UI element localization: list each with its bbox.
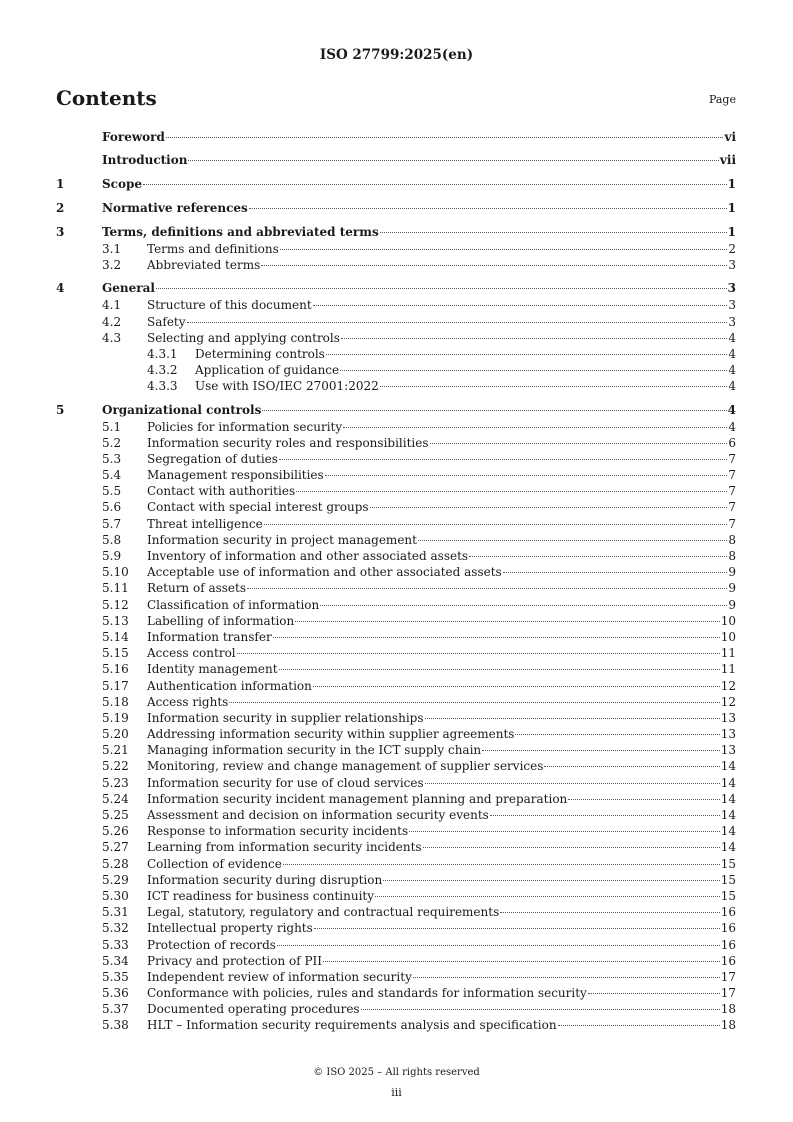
toc-entry-page: 6 bbox=[728, 435, 736, 450]
toc-entry-page: 4 bbox=[727, 402, 736, 417]
toc-entry-number: 5.25 bbox=[102, 808, 129, 822]
toc-dot-leader bbox=[283, 864, 720, 865]
toc-entry-number: 5.28 bbox=[102, 856, 129, 871]
toc-entry-page: 13 bbox=[720, 743, 736, 758]
toc-entry-number: 5.24 bbox=[102, 791, 129, 806]
toc-dot-leader bbox=[280, 249, 728, 250]
toc-entry[interactable] bbox=[56, 435, 736, 451]
toc-entry-title: Legal, statutory, regulatory and contractual requirements bbox=[147, 905, 500, 920]
toc-entry-title: HLT – Information security requirements analysis and specification bbox=[147, 1018, 557, 1033]
toc-entry-title: Foreword bbox=[102, 130, 165, 144]
toc-entry-title: Determining controls bbox=[195, 346, 325, 361]
toc-dot-leader bbox=[229, 702, 719, 703]
document-id-header: ISO 27799:2025(en) bbox=[319, 47, 474, 63]
toc-entry-title: Contact with authorities bbox=[147, 484, 296, 499]
toc-entry[interactable] bbox=[56, 129, 736, 146]
toc-entry-number: 5.15 bbox=[102, 646, 129, 661]
page-number: iii bbox=[391, 1086, 402, 1099]
toc-dot-leader bbox=[558, 1025, 720, 1026]
toc-entry-title: Managing information security in the ICT supply chain bbox=[147, 743, 482, 758]
page-column-label: Page bbox=[708, 93, 736, 106]
toc-entry-title: General bbox=[102, 281, 155, 296]
toc-entry-number: 5.26 bbox=[102, 824, 129, 839]
toc-entry-number: 5.5 bbox=[102, 484, 122, 499]
toc-entry-number: 5.6 bbox=[102, 500, 122, 515]
toc-entry-title: Authentication information bbox=[147, 678, 312, 693]
toc-entry[interactable] bbox=[56, 314, 736, 330]
toc-entry-page: 9 bbox=[728, 581, 736, 596]
toc-dot-leader bbox=[264, 524, 728, 525]
toc-entry-title: Organizational controls bbox=[102, 402, 262, 417]
toc-dot-leader bbox=[423, 847, 720, 848]
toc-entry[interactable] bbox=[56, 467, 736, 483]
toc-entry-number: 4.3.2 bbox=[147, 363, 178, 378]
toc-entry-title: Information security for use of cloud services bbox=[147, 775, 424, 790]
toc-entry-number: 4.3.1 bbox=[147, 346, 178, 361]
toc-dot-leader bbox=[490, 815, 720, 816]
toc-entry-page: 7 bbox=[728, 516, 736, 531]
toc-entry-title: Privacy and protection of PII bbox=[147, 953, 323, 968]
toc-entry-page: 2 bbox=[728, 242, 736, 256]
toc-entry-number: 5.23 bbox=[102, 775, 129, 790]
toc-entry-number: 5.16 bbox=[102, 662, 129, 677]
toc-entry-number: 3 bbox=[56, 225, 65, 239]
toc-entry-number: 5.14 bbox=[102, 629, 129, 644]
toc-dot-leader bbox=[295, 621, 719, 622]
toc-entry-title: Management responsibilities bbox=[147, 468, 324, 483]
toc-entry[interactable] bbox=[56, 297, 736, 313]
toc-entry[interactable] bbox=[56, 742, 736, 758]
toc-entry-number: 5.17 bbox=[102, 678, 129, 693]
toc-dot-leader bbox=[383, 880, 720, 881]
toc-dot-leader bbox=[247, 588, 727, 589]
toc-entry[interactable] bbox=[56, 645, 736, 661]
toc-entry[interactable] bbox=[56, 839, 736, 855]
toc-entry[interactable] bbox=[56, 872, 736, 888]
toc-entry-page: 1 bbox=[727, 225, 736, 239]
toc-entry[interactable] bbox=[56, 937, 736, 953]
copyright-footer: © ISO 2025 – All rights reserved bbox=[313, 1067, 480, 1078]
toc-entry-page: 4 bbox=[728, 379, 736, 394]
toc-entry[interactable] bbox=[56, 904, 736, 920]
toc-entry-page: 9 bbox=[728, 565, 736, 580]
toc-dot-leader bbox=[503, 572, 728, 573]
toc-entry[interactable] bbox=[56, 176, 736, 193]
toc-entry-title: Information security roles and responsibilities bbox=[147, 435, 429, 450]
toc-entry-title: Collection of evidence bbox=[147, 856, 282, 871]
toc-entry-page: 9 bbox=[728, 597, 736, 612]
toc-dot-leader bbox=[425, 718, 720, 719]
toc-entry-page: 7 bbox=[728, 484, 736, 499]
toc-entry-number: 4 bbox=[56, 281, 65, 296]
toc-dot-leader bbox=[425, 783, 720, 784]
toc-entry[interactable] bbox=[56, 726, 736, 742]
toc-entry-number: 4.2 bbox=[102, 314, 122, 329]
toc-entry-number: 5.12 bbox=[102, 597, 129, 612]
toc-entry-title: Assessment and decision on information security events bbox=[147, 808, 489, 822]
toc-entry[interactable] bbox=[56, 775, 736, 791]
toc-entry[interactable] bbox=[56, 580, 736, 596]
toc-entry[interactable] bbox=[56, 532, 736, 548]
toc-entry-page: 14 bbox=[720, 759, 736, 774]
toc-entry-title: Response to information security incidents bbox=[147, 824, 409, 839]
toc-entry-title: Access rights bbox=[147, 694, 229, 709]
toc-entry[interactable] bbox=[56, 241, 736, 257]
toc-dot-leader bbox=[187, 322, 728, 323]
toc-entry-number: 5.22 bbox=[102, 759, 129, 774]
toc-entry-title: Monitoring, review and change management of supplier services bbox=[147, 759, 544, 774]
toc-entry-page: 18 bbox=[720, 1018, 736, 1033]
toc-entry-title: Threat intelligence bbox=[147, 516, 263, 531]
toc-entry-page: 3 bbox=[728, 298, 736, 313]
toc-entry-number: 5.21 bbox=[102, 743, 129, 758]
toc-entry[interactable] bbox=[56, 280, 736, 297]
toc-entry-title: ICT readiness for business continuity bbox=[147, 888, 375, 903]
toc-entry-page: 3 bbox=[727, 281, 736, 296]
toc-entry-page: 13 bbox=[720, 727, 736, 742]
toc-entry[interactable] bbox=[56, 661, 736, 677]
toc-entry-title: Learning from information security incidents bbox=[147, 840, 422, 855]
toc-entry-page: 12 bbox=[720, 694, 736, 709]
toc-entry[interactable] bbox=[56, 516, 736, 532]
toc-dot-leader bbox=[469, 556, 727, 557]
toc-dot-leader bbox=[237, 653, 720, 654]
toc-entry-page: 7 bbox=[728, 451, 736, 466]
toc-dot-leader bbox=[430, 443, 728, 444]
toc-entry-page: 16 bbox=[720, 905, 736, 920]
toc-entry-number: 3.1 bbox=[102, 242, 122, 256]
toc-entry[interactable] bbox=[56, 807, 736, 823]
toc-entry-number: 5.10 bbox=[102, 565, 129, 580]
toc-entry[interactable] bbox=[56, 362, 736, 378]
toc-entry-number: 5.31 bbox=[102, 905, 129, 920]
toc-entry-number: 4.3.3 bbox=[147, 379, 178, 394]
toc-entry-number: 5.9 bbox=[102, 549, 122, 563]
toc-dot-leader bbox=[482, 750, 720, 751]
toc-entry-number: 5 bbox=[56, 402, 65, 417]
toc-entry[interactable] bbox=[56, 953, 736, 969]
toc-dot-leader bbox=[279, 459, 727, 460]
toc-entry-title: Contact with special interest groups bbox=[147, 500, 369, 515]
toc-entry[interactable] bbox=[56, 200, 736, 217]
toc-entry-page: 15 bbox=[720, 872, 736, 887]
toc-entry[interactable] bbox=[56, 969, 736, 985]
toc-entry[interactable] bbox=[56, 678, 736, 694]
toc-entry-title: Segregation of duties bbox=[147, 451, 278, 466]
toc-entry-number: 5.13 bbox=[102, 613, 129, 628]
toc-entry[interactable] bbox=[56, 888, 736, 904]
toc-dot-leader bbox=[273, 637, 720, 638]
toc-entry-title: Information security in supplier relationships bbox=[147, 710, 424, 725]
toc-entry[interactable] bbox=[56, 791, 736, 807]
toc-dot-leader bbox=[143, 184, 727, 185]
toc-entry-page: 16 bbox=[720, 953, 736, 968]
toc-entry-number: 4.3 bbox=[102, 330, 122, 345]
toc-entry-title: Policies for information security bbox=[147, 419, 343, 434]
toc-entry-page: 4 bbox=[728, 419, 736, 434]
toc-entry-page: 11 bbox=[720, 662, 736, 677]
toc-entry-page: 10 bbox=[720, 613, 736, 628]
toc-entry-page: 7 bbox=[728, 500, 736, 515]
toc-entry-number: 5.7 bbox=[102, 516, 122, 531]
toc-dot-leader bbox=[341, 338, 727, 339]
toc-entry-page: 14 bbox=[720, 808, 736, 822]
toc-entry[interactable] bbox=[56, 710, 736, 726]
toc-entry-page: 13 bbox=[720, 710, 736, 725]
toc-entry-number: 5.18 bbox=[102, 694, 129, 709]
toc-entry-page: 3 bbox=[728, 258, 736, 273]
toc-entry-number: 3.2 bbox=[102, 258, 122, 273]
toc-dot-leader bbox=[314, 928, 720, 929]
toc-entry-title: Use with ISO/IEC 27001:2022 bbox=[195, 379, 379, 394]
toc-dot-leader bbox=[262, 410, 726, 411]
toc-dot-leader bbox=[418, 540, 727, 541]
toc-entry-title: Return of assets bbox=[147, 581, 246, 596]
toc-entry-title: Conformance with policies, rules and standards for information security bbox=[147, 986, 587, 1001]
toc-entry-title: Information security in project management bbox=[147, 532, 417, 547]
toc-entry-title: Selecting and applying controls bbox=[147, 330, 340, 345]
toc-entry[interactable] bbox=[56, 346, 736, 362]
toc-entry[interactable] bbox=[56, 152, 736, 169]
toc-entry-number: 5.11 bbox=[102, 581, 129, 596]
toc-entry-page: 14 bbox=[720, 824, 736, 839]
toc-entry-number: 5.35 bbox=[102, 969, 129, 984]
toc-dot-leader bbox=[568, 799, 719, 800]
toc-entry-page: 8 bbox=[728, 532, 736, 547]
toc-entry-title: Terms and definitions bbox=[147, 242, 279, 256]
toc-entry[interactable] bbox=[56, 985, 736, 1001]
toc-entry-title: Information security during disruption bbox=[147, 872, 383, 887]
toc-entry-number: 5.27 bbox=[102, 840, 129, 855]
toc-dot-leader bbox=[343, 427, 727, 428]
toc-entry[interactable] bbox=[56, 613, 736, 629]
toc-entry[interactable] bbox=[56, 548, 736, 564]
toc-dot-leader bbox=[588, 993, 720, 994]
toc-dot-leader bbox=[544, 766, 719, 767]
toc-entry-number: 5.36 bbox=[102, 986, 129, 1001]
toc-entry-number: 5.1 bbox=[102, 419, 122, 434]
toc-entry-number: 1 bbox=[56, 177, 65, 191]
toc-entry[interactable] bbox=[56, 330, 736, 346]
toc-entry-number: 5.32 bbox=[102, 921, 129, 936]
toc-entry-number: 5.30 bbox=[102, 888, 129, 903]
toc-dot-leader bbox=[515, 734, 719, 735]
toc-entry[interactable] bbox=[56, 1001, 736, 1017]
toc-dot-leader bbox=[325, 475, 728, 476]
toc-dot-leader bbox=[188, 160, 718, 161]
toc-entry-title: Abbreviated terms bbox=[147, 258, 261, 273]
toc-entry-page: 3 bbox=[728, 314, 736, 329]
toc-entry-page: 14 bbox=[720, 775, 736, 790]
toc-entry-number: 5.8 bbox=[102, 532, 122, 547]
toc-entry-title: Addressing information security within supplier agreements bbox=[147, 727, 515, 742]
toc-entry-title: Independent review of information security bbox=[147, 969, 412, 984]
toc-entry-title: Normative references bbox=[102, 201, 248, 215]
toc-entry-number: 5.4 bbox=[102, 468, 122, 483]
toc-dot-leader bbox=[296, 491, 727, 492]
toc-entry-title: Information security incident management planning and preparation bbox=[147, 791, 568, 806]
toc-entry-page: 14 bbox=[720, 840, 736, 855]
toc-entry-number: 5.20 bbox=[102, 727, 129, 742]
toc-entry-page: 18 bbox=[720, 1002, 736, 1017]
toc-entry[interactable] bbox=[56, 419, 736, 435]
toc-entry-page: 8 bbox=[728, 549, 736, 563]
toc-dot-leader bbox=[249, 208, 727, 209]
toc-entry-number: 5.38 bbox=[102, 1018, 129, 1033]
toc-entry[interactable] bbox=[56, 483, 736, 499]
toc-entry[interactable] bbox=[56, 451, 736, 467]
toc-dot-leader bbox=[166, 137, 724, 138]
toc-dot-leader bbox=[361, 1009, 720, 1010]
toc-entry[interactable] bbox=[56, 597, 736, 613]
contents-title-row bbox=[56, 86, 736, 110]
toc-dot-leader bbox=[413, 977, 720, 978]
toc-entry[interactable] bbox=[56, 758, 736, 774]
table-of-contents bbox=[56, 129, 736, 1034]
toc-entry-title: Information transfer bbox=[147, 629, 272, 644]
toc-entry-title: Safety bbox=[147, 314, 186, 329]
toc-dot-leader bbox=[277, 945, 720, 946]
toc-entry-page: 4 bbox=[728, 346, 736, 361]
toc-entry-page: 10 bbox=[720, 629, 736, 644]
toc-dot-leader bbox=[340, 370, 727, 371]
toc-entry-page: 4 bbox=[728, 363, 736, 378]
toc-entry-number: 5.29 bbox=[102, 872, 129, 887]
toc-entry-title: Documented operating procedures bbox=[147, 1002, 360, 1017]
toc-dot-leader bbox=[323, 961, 720, 962]
toc-dot-leader bbox=[500, 912, 719, 913]
toc-entry[interactable] bbox=[56, 629, 736, 645]
toc-dot-leader bbox=[279, 669, 720, 670]
toc-entry-title: Acceptable use of information and other associated assets bbox=[147, 565, 502, 580]
toc-dot-leader bbox=[375, 896, 720, 897]
toc-entry-page: 11 bbox=[720, 646, 736, 661]
toc-entry-number: 5.34 bbox=[102, 953, 129, 968]
toc-entry[interactable] bbox=[56, 920, 736, 936]
toc-entry-title: Labelling of information bbox=[147, 613, 295, 628]
toc-dot-leader bbox=[156, 288, 727, 289]
toc-entry-page: 7 bbox=[728, 468, 736, 483]
toc-entry-title: Inventory of information and other associated assets bbox=[147, 549, 469, 563]
toc-entry[interactable] bbox=[56, 564, 736, 580]
toc-entry-page: 16 bbox=[720, 937, 736, 952]
toc-entry-title: Intellectual property rights bbox=[147, 921, 313, 936]
toc-entry-page: 14 bbox=[720, 791, 736, 806]
toc-dot-leader bbox=[380, 386, 728, 387]
toc-entry-page: 15 bbox=[720, 856, 736, 871]
toc-dot-leader bbox=[313, 305, 728, 306]
toc-entry-page: vi bbox=[724, 130, 736, 144]
toc-entry-number: 5.19 bbox=[102, 710, 129, 725]
toc-entry[interactable] bbox=[56, 1017, 736, 1033]
toc-dot-leader bbox=[370, 507, 728, 508]
toc-entry-title: Structure of this document bbox=[147, 298, 312, 313]
toc-entry-page: 17 bbox=[720, 986, 736, 1001]
toc-entry-number: 4.1 bbox=[102, 298, 122, 313]
toc-entry-page: 1 bbox=[727, 177, 736, 191]
toc-entry-number: 5.2 bbox=[102, 435, 122, 450]
toc-entry-number: 5.33 bbox=[102, 937, 129, 952]
toc-dot-leader bbox=[320, 605, 727, 606]
toc-entry-page: 15 bbox=[720, 888, 736, 903]
toc-dot-leader bbox=[313, 686, 720, 687]
toc-entry[interactable] bbox=[56, 402, 736, 419]
toc-dot-leader bbox=[326, 354, 728, 355]
toc-entry-page: 4 bbox=[728, 330, 736, 345]
toc-entry-title: Identity management bbox=[147, 662, 278, 677]
toc-entry-title: Protection of records bbox=[147, 937, 276, 952]
toc-entry-page: vii bbox=[719, 153, 736, 167]
toc-entry-page: 17 bbox=[720, 969, 736, 984]
toc-entry[interactable] bbox=[56, 257, 736, 273]
toc-entry-title: Application of guidance bbox=[195, 363, 340, 378]
toc-entry[interactable] bbox=[56, 499, 736, 515]
toc-entry[interactable] bbox=[56, 694, 736, 710]
toc-entry-page: 1 bbox=[727, 201, 736, 215]
toc-dot-leader bbox=[261, 265, 727, 266]
toc-entry[interactable] bbox=[56, 378, 736, 394]
contents-title: Contents bbox=[56, 86, 157, 110]
toc-entry-page: 16 bbox=[720, 921, 736, 936]
toc-entry-number: 5.37 bbox=[102, 1002, 129, 1017]
toc-entry-title: Scope bbox=[102, 177, 143, 191]
toc-entry-title: Introduction bbox=[102, 153, 188, 167]
toc-entry[interactable] bbox=[56, 224, 736, 241]
toc-entry-number: 5.3 bbox=[102, 451, 122, 466]
toc-dot-leader bbox=[409, 831, 720, 832]
toc-entry[interactable] bbox=[56, 823, 736, 839]
toc-entry-title: Terms, definitions and abbreviated terms bbox=[102, 225, 379, 239]
toc-entry[interactable] bbox=[56, 856, 736, 872]
toc-entry-number: 2 bbox=[56, 201, 65, 215]
toc-entry-page: 12 bbox=[720, 678, 736, 693]
toc-entry-title: Access control bbox=[147, 646, 236, 661]
toc-entry-title: Classification of information bbox=[147, 597, 320, 612]
toc-dot-leader bbox=[380, 232, 727, 233]
